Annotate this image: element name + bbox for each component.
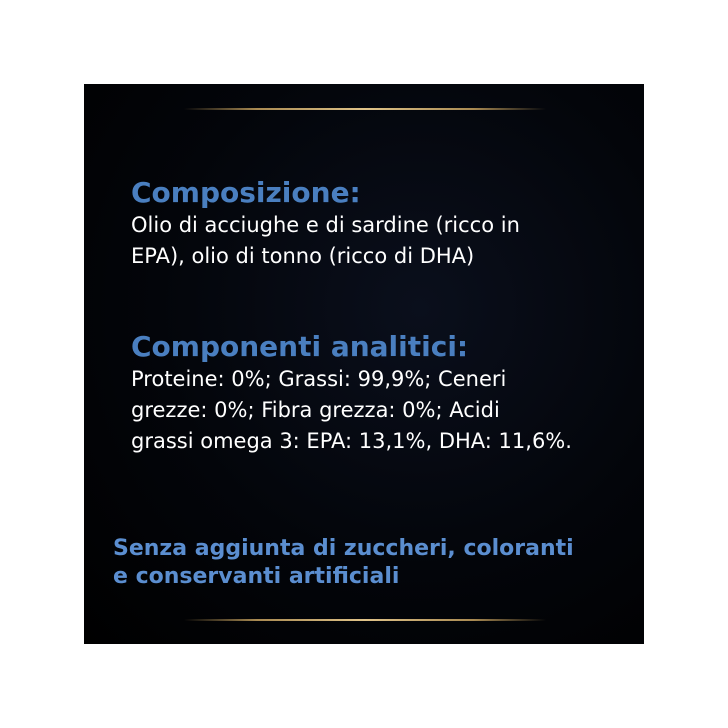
composition-text xyxy=(131,210,601,272)
composition-line: EPA), olio di tonno (ricco di DHA) xyxy=(131,244,475,268)
analytical-line: grezze: 0%; Fibra grezza: 0%; Acidi xyxy=(131,398,500,422)
top-gold-divider xyxy=(184,108,546,110)
label-panel xyxy=(84,84,644,644)
analytical-heading: Componenti analitici: xyxy=(131,330,469,363)
composition-section xyxy=(131,176,601,272)
analytical-line: Proteine: 0%; Grassi: 99,9%; Ceneri xyxy=(131,367,507,391)
no-additives-note xyxy=(113,535,613,591)
composition-heading: Composizione: xyxy=(131,176,361,209)
analytical-section xyxy=(131,330,601,457)
footer-line: Senza aggiunta di zuccheri, coloranti xyxy=(113,536,574,561)
analytical-line: grassi omega 3: EPA: 13,1%, DHA: 11,6%. xyxy=(131,429,572,453)
analytical-text xyxy=(131,364,601,457)
bottom-gold-divider xyxy=(184,619,546,621)
footer-line: e conservanti artificiali xyxy=(113,564,400,589)
composition-line: Olio di acciughe e di sardine (ricco in xyxy=(131,213,520,237)
